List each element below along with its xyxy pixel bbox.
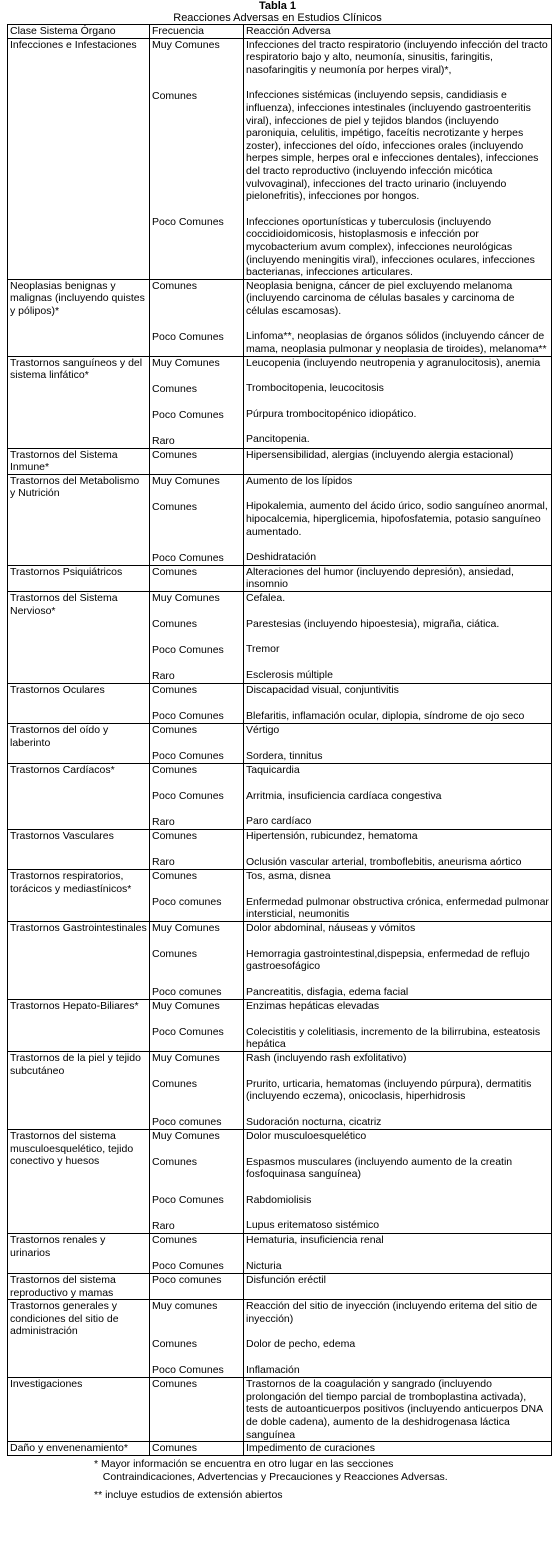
adverse-reaction-cell [244, 1378, 552, 1442]
frequency-label: Comunes [152, 618, 197, 631]
frequency-cell [150, 684, 244, 724]
table-row [8, 592, 552, 684]
frequency-label: Poco Comunes [152, 330, 224, 343]
table-row [8, 870, 552, 922]
frequency-cell [150, 474, 244, 565]
reaction-text: Taquicardia [246, 764, 300, 777]
frequency-label: Comunes [152, 500, 197, 513]
adverse-reaction-cell [244, 1234, 552, 1274]
table-title: Tabla 1 [258, 0, 297, 12]
header-adverse-reaction: Reacción Adversa [244, 25, 552, 39]
frequency-cell [150, 592, 244, 684]
frequency-cell [150, 724, 244, 764]
adverse-reaction-cell [244, 764, 552, 830]
reaction-text: Sordera, tinnitus [246, 749, 323, 762]
organ-class-cell: Trastornos Gastrointestinales [8, 922, 150, 1000]
table-row [8, 1300, 552, 1378]
frequency-label: Poco Comunes [152, 1194, 224, 1207]
frequency-label: Poco Comunes [152, 750, 224, 763]
frequency-label: Poco Comunes [152, 215, 224, 228]
frequency-label: Comunes [152, 1234, 197, 1247]
table-row [8, 1234, 552, 1274]
reaction-text: Arritmia, insuficiencia cardíaca congestiva [246, 789, 442, 802]
frequency-label: Poco Comunes [152, 1026, 224, 1039]
reaction-text: Hemorragia gastrointestinal,dispepsia, enfermedad de reflujo gastroesofágico [246, 947, 530, 973]
frequency-label: Comunes [152, 565, 197, 578]
reaction-text: Infecciones del tracto respiratorio (incluyendo infección del tracto respiratorio bajo y alto, neumonía, sinusitis, faringitis, nasofaringitis y neumonía por herpes viral)*, [246, 38, 548, 76]
frequency-label: Comunes [152, 448, 197, 461]
frequency-label: Comunes [152, 382, 197, 395]
organ-class-cell: Investigaciones [8, 1378, 150, 1442]
frequency-cell [150, 764, 244, 830]
header-frequency: Frecuencia [150, 25, 244, 39]
reaction-text: Trastornos de la coagulación y sangrado (incluyendo prolongación del tiempo parcial de tromboplastina activada), tests de autoanticuerpos positivos (incluyendo anticuerpos DNA de doble cadena), aumento de la deshidrogenasa láctica sanguínea [246, 1378, 543, 1441]
organ-class-cell: Trastornos Psiquiátricos [8, 565, 150, 591]
reaction-text: Dolor de pecho, edema [246, 1338, 356, 1351]
footnote-double-asterisk: ** incluye estudios de extensión abiertos [94, 1489, 283, 1502]
frequency-label: Comunes [152, 1156, 197, 1169]
table-row [8, 1000, 552, 1052]
reaction-text: Paro cardíaco [246, 815, 312, 828]
table-row [8, 1274, 552, 1300]
frequency-label: Poco comunes [152, 896, 222, 909]
adverse-reaction-cell [244, 592, 552, 684]
table-row [8, 724, 552, 764]
organ-class-cell: Trastornos de la piel y tejido subcutáneo [8, 1052, 150, 1130]
table-row [8, 1442, 552, 1456]
adverse-reaction-cell [244, 922, 552, 1000]
frequency-cell [150, 448, 244, 474]
reaction-text: Colecistitis y colelitiasis, incremento de la bilirrubina, esteatosis hepática [246, 1025, 541, 1051]
frequency-label: Poco Comunes [152, 408, 224, 421]
reaction-text: Cefalea. [246, 592, 286, 605]
frequency-cell [150, 1300, 244, 1378]
table-header-row [8, 25, 552, 39]
reaction-text: Impedimento de curaciones [246, 1442, 375, 1455]
frequency-label: Comunes [152, 724, 197, 737]
frequency-label: Raro [152, 670, 175, 683]
frequency-cell [150, 279, 244, 356]
organ-class-cell: Trastornos del oído y laberinto [8, 724, 150, 764]
adverse-reaction-cell [244, 565, 552, 591]
organ-class-cell: Trastornos Hepato-Biliares* [8, 1000, 150, 1052]
frequency-label: Comunes [152, 870, 197, 883]
footnotes [94, 1458, 555, 1502]
adverse-reaction-cell [244, 38, 552, 279]
reaction-text: Lupus eritematoso sistémico [246, 1219, 380, 1232]
reaction-text: Disfunción eréctil [246, 1274, 326, 1287]
organ-class-cell: Trastornos del Sistema Nervioso* [8, 592, 150, 684]
reaction-text: Inflamación [246, 1364, 300, 1377]
header-organ-class: Clase Sistema Órgano [8, 25, 150, 39]
organ-class-cell: Trastornos Oculares [8, 684, 150, 724]
frequency-label: Comunes [152, 1078, 197, 1091]
adverse-reaction-cell [244, 830, 552, 870]
reaction-text: Pancitopenia. [246, 433, 310, 446]
table-subtitle: Reacciones Adversas en Estudios Clínicos [173, 12, 382, 24]
organ-class-cell: Trastornos respiratorios, torácicos y mediastínicos* [8, 870, 150, 922]
frequency-cell [150, 1378, 244, 1442]
frequency-label: Comunes [152, 1378, 197, 1391]
adverse-reaction-cell [244, 1130, 552, 1234]
reaction-text: Blefaritis, inflamación ocular, diplopia, síndrome de ojo seco [246, 709, 525, 722]
frequency-label: Comunes [152, 830, 197, 843]
table-row [8, 38, 552, 279]
table-row [8, 764, 552, 830]
reaction-text: Rash (incluyendo rash exfolitativo) [246, 1052, 407, 1065]
frequency-label: Muy Comunes [152, 592, 220, 605]
organ-class-cell: Trastornos Cardíacos* [8, 764, 150, 830]
frequency-cell [150, 1234, 244, 1274]
reaction-text: Rabdomiolisis [246, 1193, 312, 1206]
reaction-text: Prurito, urticaria, hematomas (incluyendo púrpura), dermatitis (incluyendo eczema), onicoclasis, hiperhidrosis [246, 1077, 532, 1103]
reaction-text: Reacción del sitio de inyección (incluyendo eritema del sitio de inyección) [246, 1300, 538, 1325]
organ-class-cell: Trastornos del Sistema Inmune* [8, 448, 150, 474]
reaction-text: Esclerosis múltiple [246, 668, 333, 681]
frequency-cell [150, 356, 244, 448]
frequency-label: Muy Comunes [152, 1130, 220, 1143]
adverse-reaction-cell [244, 448, 552, 474]
frequency-label: Muy Comunes [152, 1052, 220, 1065]
adverse-reaction-cell [244, 1000, 552, 1052]
frequency-label: Poco Comunes [152, 710, 224, 723]
reaction-text: Dolor musculoesquelético [246, 1130, 367, 1143]
reaction-text: Vértigo [246, 724, 280, 737]
reaction-text: Pancreatitis, disfagia, edema facial [246, 985, 409, 998]
reaction-text: Parestesias (incluyendo hipoestesia), migraña, ciática. [246, 617, 500, 630]
reaction-text: Deshidratación [246, 551, 317, 564]
reaction-text: Hipokalemia, aumento del ácido úrico, sodio sanguíneo anormal, hipocalcemia, hiperglicemia, hipofosfatemia, potasio sanguíneo aumentado. [246, 500, 548, 538]
adverse-reaction-cell [244, 279, 552, 356]
frequency-cell [150, 1442, 244, 1456]
table-row [8, 474, 552, 565]
table-row [8, 1130, 552, 1234]
frequency-cell [150, 38, 244, 279]
frequency-label: Muy Comunes [152, 922, 220, 935]
frequency-label: Raro [152, 1220, 175, 1233]
frequency-label: Muy Comunes [152, 474, 220, 487]
reaction-text: Enzimas hepáticas elevadas [246, 1000, 380, 1013]
adverse-reaction-cell [244, 356, 552, 448]
frequency-label: Poco comunes [152, 986, 222, 999]
reaction-text: Infecciones oportunísticas y tuberculosis (incluyendo coccidioidomicosis, histoplasmosis e infección por mycobacterium avum complex), infecciones neurológicas (incluyendo meningitis viral), infecciones oculares, infecciones bacterianas, infecciones articulares. [246, 215, 535, 279]
frequency-cell [150, 922, 244, 1000]
frequency-label: Muy Comunes [152, 38, 220, 51]
reaction-text: Enfermedad pulmonar obstructiva crónica, enfermedad pulmonar intersticial, neumonitis [246, 895, 549, 921]
table-row [8, 448, 552, 474]
frequency-cell [150, 1000, 244, 1052]
reaction-text: Infecciones sistémicas (incluyendo sepsis, candidiasis e influenza), infecciones intestinales (incluyendo gastroenteritis viral), infecciones de piel y tejidos blandos (incluyendo paroniquia, celulitis, impétigo, faceítis necrotizante y herpes zoster), infecciones del oído, infecciones orales (incluyendo herpes simple, herpes oral e infecciones dentales), infecciones del tracto reproductivo (incluyendo infección micótica vulvovaginal), infecciones del tracto urinario (incluyendo pielonefritis), infecciones por hongos. [246, 89, 539, 203]
reaction-text: Dolor abdominal, náuseas y vómitos [246, 922, 416, 935]
reaction-text: Linfoma**, neoplasias de órganos sólidos (incluyendo cáncer de mama, neoplasia pulmonar y neoplasia de tiroides), melanoma** [246, 330, 547, 356]
table-row [8, 684, 552, 724]
adverse-reaction-cell [244, 1300, 552, 1378]
organ-class-cell: Trastornos sanguíneos y del sistema linfático* [8, 356, 150, 448]
adverse-reaction-cell [244, 1052, 552, 1130]
table-row [8, 1378, 552, 1442]
adverse-reaction-cell [244, 1274, 552, 1300]
frequency-label: Poco Comunes [152, 1364, 224, 1377]
adverse-reactions-table [7, 24, 552, 1456]
frequency-label: Comunes [152, 684, 197, 697]
table-row [8, 356, 552, 448]
frequency-label: Comunes [152, 1442, 197, 1455]
frequency-label: Poco comunes [152, 1274, 222, 1287]
frequency-label: Poco Comunes [152, 790, 224, 803]
frequency-label: Comunes [152, 948, 197, 961]
table-row [8, 565, 552, 591]
reaction-text: Nicturia [246, 1259, 282, 1272]
frequency-label: Poco comunes [152, 1116, 222, 1129]
frequency-label: Muy Comunes [152, 1000, 220, 1013]
frequency-label: Muy comunes [152, 1300, 218, 1313]
organ-class-cell: Trastornos del Metabolismo y Nutrición [8, 474, 150, 565]
table-row [8, 1052, 552, 1130]
table-row [8, 922, 552, 1000]
organ-class-cell: Trastornos del sistema reproductivo y mamas [8, 1274, 150, 1300]
adverse-reaction-cell [244, 474, 552, 565]
frequency-cell [150, 1274, 244, 1300]
frequency-label: Muy Comunes [152, 356, 220, 369]
frequency-cell [150, 1130, 244, 1234]
frequency-label: Raro [152, 816, 175, 829]
organ-class-cell: Daño y envenenamiento* [8, 1442, 150, 1456]
reaction-text: Discapacidad visual, conjuntivitis [246, 684, 399, 697]
reaction-text: Aumento de los lípidos [246, 474, 353, 487]
frequency-label: Comunes [152, 1338, 197, 1351]
frequency-cell [150, 830, 244, 870]
frequency-label: Poco Comunes [152, 551, 224, 564]
reaction-text: Oclusión vascular arterial, tromboflebitis, aneurisma aórtico [246, 855, 522, 868]
adverse-reaction-cell [244, 684, 552, 724]
organ-class-cell: Infecciones e Infestaciones [8, 38, 150, 279]
reaction-text: Trombocitopenia, leucocitosis [246, 382, 384, 395]
organ-class-cell: Trastornos generales y condiciones del sitio de administración [8, 1300, 150, 1378]
frequency-label: Poco Comunes [152, 644, 224, 657]
reaction-text: Alteraciones del humor (incluyendo depresión), ansiedad, insomnio [246, 565, 514, 591]
organ-class-cell: Trastornos renales y urinarios [8, 1234, 150, 1274]
reaction-text: Hipertensión, rubicundez, hematoma [246, 830, 418, 843]
reaction-text: Sudoración nocturna, cicatriz [246, 1115, 382, 1128]
reaction-text: Tos, asma, disnea [246, 870, 331, 883]
reaction-text: Hematuria, insuficiencia renal [246, 1234, 384, 1247]
reaction-text: Tremor [246, 643, 280, 656]
frequency-label: Comunes [152, 764, 197, 777]
adverse-reaction-cell [244, 1442, 552, 1456]
reaction-text: Leucopenia (incluyendo neutropenia y agranulocitosis), anemia [246, 356, 541, 369]
reaction-text: Espasmos musculares (incluyendo aumento de la creatin fosfoquinasa sanguínea) [246, 1155, 513, 1181]
frequency-label: Comunes [152, 89, 197, 102]
adverse-reaction-cell [244, 724, 552, 764]
frequency-cell [150, 1052, 244, 1130]
footnote-asterisk: * Mayor información se encuentra en otro lugar en las secciones Contraindicaciones, Advertencias y Precauciones y Reacciones Adversas. [94, 1458, 448, 1483]
table-body [8, 38, 552, 1456]
reaction-text: Púrpura trombocitopénico idiopático. [246, 407, 417, 420]
table-caption [0, 0, 555, 24]
table-row [8, 830, 552, 870]
frequency-label: Comunes [152, 279, 197, 292]
frequency-cell [150, 870, 244, 922]
reaction-text: Hipersensibilidad, alergias (incluyendo alergia estacional) [246, 448, 514, 461]
adverse-reaction-cell [244, 870, 552, 922]
organ-class-cell: Trastornos del sistema musculoesquelético, tejido conectivo y huesos [8, 1130, 150, 1234]
frequency-label: Raro [152, 434, 175, 447]
frequency-cell [150, 565, 244, 591]
table-row [8, 279, 552, 356]
frequency-label: Raro [152, 856, 175, 869]
organ-class-cell: Neoplasias benignas y malignas (incluyendo quistes y pólipos)* [8, 279, 150, 356]
organ-class-cell: Trastornos Vasculares [8, 830, 150, 870]
frequency-label: Poco Comunes [152, 1260, 224, 1273]
reaction-text: Neoplasia benigna, cáncer de piel excluyendo melanoma (incluyendo carcinoma de células basales y carcinoma de células escamosas). [246, 279, 515, 317]
